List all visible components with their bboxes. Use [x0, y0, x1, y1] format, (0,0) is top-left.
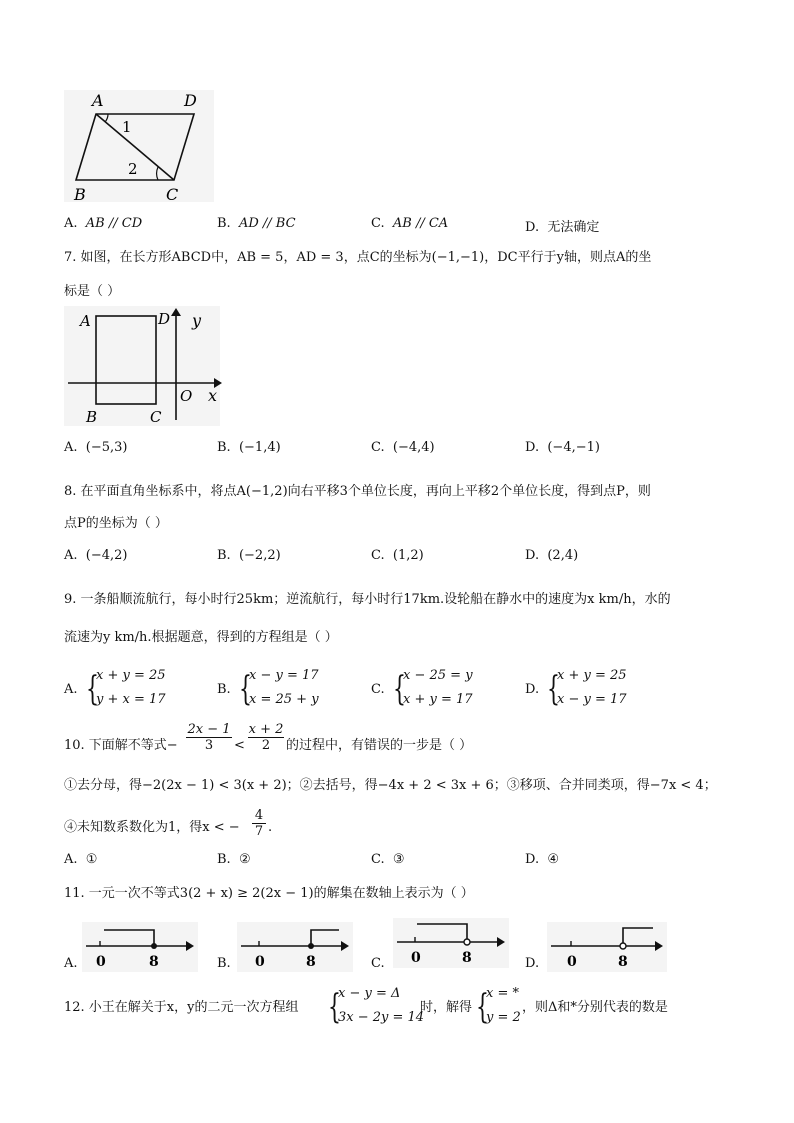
- q8-option-d[interactable]: D. (2,4): [525, 548, 579, 563]
- q7-option-b[interactable]: B. (−1,4): [217, 440, 281, 455]
- q7-option-a[interactable]: A. (−5,3): [64, 440, 128, 455]
- q10-fraction-1: $\frac{2x - 1}{3}$: [187, 722, 231, 753]
- q9-option-b[interactable]: B. { x − y = 17 x = 25 + y: [217, 668, 319, 709]
- q7-label-y: y: [192, 311, 202, 330]
- q7-option-d[interactable]: D. (−4,−1): [525, 440, 600, 455]
- q11-option-c[interactable]: C. 0 8: [371, 918, 511, 974]
- q9-option-d[interactable]: D. { x + y = 25 x − y = 17: [525, 668, 627, 709]
- q11a-zero: 0: [96, 954, 106, 970]
- q6-label-b: B: [74, 185, 86, 204]
- q7-label-d: D: [158, 310, 171, 328]
- q7-stem-line1: 7. 如图，在长方形ABCD中，AB = 5，AD = 3，点C的坐标为(−1,−1)，DC平行于y轴，则点A的坐: [64, 250, 652, 265]
- q11-option-d[interactable]: D. 0 8: [525, 922, 675, 974]
- q11d-zero: 0: [567, 954, 577, 970]
- q11-number-line-d: [547, 922, 671, 974]
- q10-option-d[interactable]: D. ④: [525, 852, 560, 867]
- q11c-zero: 0: [411, 950, 421, 966]
- q7-rectangle-figure: [64, 306, 224, 428]
- q7-stem-line2: 标是（ ）: [64, 284, 121, 299]
- q6-parallelogram-figure: [60, 88, 220, 206]
- q11d-eight: 8: [618, 954, 628, 970]
- q10-step4: ④未知数系数化为1，得x < − $\frac{4}{7}$ .: [64, 808, 273, 839]
- q11-number-line-a: [82, 922, 202, 974]
- q6-label-d: D: [184, 91, 197, 110]
- q11c-eight: 8: [462, 950, 472, 966]
- q12-stem: 12. 小王在解关于x，y的二元一次方程组 { x − y = Δ 3x − 2y = 14 时，解得 { x = * y = 2 ，则Δ和*分别代表的数是: [64, 986, 668, 1027]
- q8-option-a[interactable]: A. (−4,2): [64, 548, 128, 563]
- q7-label-b: B: [86, 408, 98, 426]
- q10-stem: 10. 下面解不等式− $\frac{2x - 1}{3}$ < $\frac{x + 2}{2}$ 的过程中，有错误的一步是（ ）: [64, 722, 473, 753]
- q11-option-b[interactable]: B. 0 8: [217, 922, 357, 974]
- q10-option-a[interactable]: A. ①: [64, 852, 98, 867]
- q10-steps-line: ①去分母，得−2(2x − 1) < 3(x + 2)；②去括号，得−4x + 2 < 3x + 6；③移项、合并同类项，得−7x < 4；: [64, 778, 717, 793]
- q10-option-b[interactable]: B. ②: [217, 852, 251, 867]
- q6-angle-1: 1: [122, 118, 132, 136]
- q7-label-c: C: [150, 408, 162, 426]
- q10-fraction-2: $\frac{x + 2}{2}$: [248, 722, 284, 753]
- q9-stem-line2: 流速为y km/h.根据题意，得到的方程组是（ ）: [64, 630, 338, 645]
- q6-option-a[interactable]: A. AB // CD: [64, 216, 143, 231]
- q6-label-a: A: [92, 91, 104, 110]
- q7-label-a: A: [80, 312, 91, 330]
- q11-number-line-b: [237, 922, 357, 974]
- q8-option-b[interactable]: B. (−2,2): [217, 548, 281, 563]
- q6-option-b[interactable]: B. AD // BC: [217, 216, 296, 231]
- q11-option-a[interactable]: A. 0 8: [64, 922, 204, 974]
- q9-stem-line1: 9. 一条船顺流航行，每小时行25km；逆流航行，每小时行17km.设轮船在静水中的速度为x km/h，水的: [64, 592, 671, 607]
- q11b-eight: 8: [306, 954, 316, 970]
- q11b-zero: 0: [255, 954, 265, 970]
- q6-option-d[interactable]: D. 无法确定: [525, 220, 600, 235]
- q11-stem: 11. 一元一次不等式3(2 + x) ≥ 2(2x − 1)的解集在数轴上表示为（ ）: [64, 886, 474, 901]
- q6-label-c: C: [166, 185, 179, 204]
- q8-stem-line1: 8. 在平面直角坐标系中，将点A(−1,2)向右平移3个单位长度，再向上平移2个单位长度，得到点P，则: [64, 484, 651, 499]
- q11a-eight: 8: [149, 954, 159, 970]
- q9-option-c[interactable]: C. { x − 25 = y x + y = 17: [371, 668, 473, 709]
- q7-label-x: x: [208, 386, 218, 405]
- q7-label-o: O: [180, 387, 193, 405]
- q7-option-c[interactable]: C. (−4,4): [371, 440, 435, 455]
- q6-angle-2: 2: [128, 160, 138, 178]
- q6-option-c[interactable]: C. AB // CA: [371, 216, 449, 231]
- q9-option-a[interactable]: A. { x + y = 25 y + x = 17: [64, 668, 166, 709]
- q11-number-line-c: [393, 918, 513, 970]
- q8-stem-line2: 点P的坐标为（ ）: [64, 516, 168, 531]
- q10-option-c[interactable]: C. ③: [371, 852, 405, 867]
- q8-option-c[interactable]: C. (1,2): [371, 548, 424, 563]
